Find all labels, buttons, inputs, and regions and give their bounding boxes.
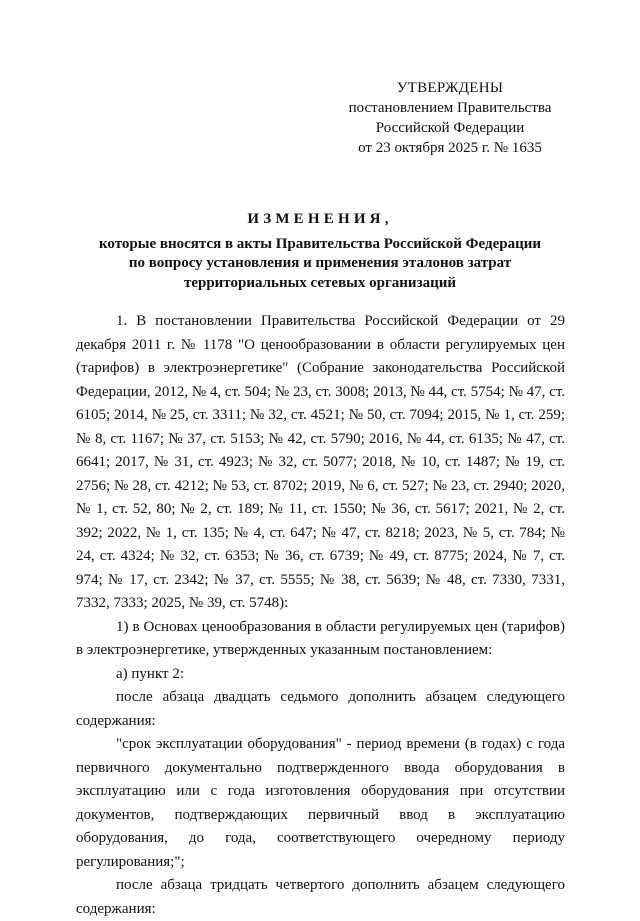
title-sub-2: по вопросу установления и применения эталонов затрат [128, 255, 512, 271]
paragraph-6: после абзаца тридцать четвертого дополнить абзацем следующего содержания: [76, 877, 565, 917]
approval-line-2: Российской Федерации [375, 120, 525, 136]
paragraph-4: после абзаца двадцать седьмого дополнить абзацем следующего содержания: [76, 689, 565, 729]
approval-line-3: от 23 октября 2025 г. № 1635 [358, 140, 542, 156]
approval-line-1: постановлением Правительства [348, 100, 552, 116]
title-main: ИЗМЕНЕНИЯ, [247, 211, 393, 227]
document-title [60, 210, 580, 293]
paragraph-1: 1. В постановлении Правительства Российской Федерации от 29 декабря 2011 г. № 1178 "О ценообразовании в области регулируемых цен (тарифов) в электроэнергетике" (Собрание законодательства Российской Федерации, 2012, № 4, ст. 504; № 23, ст. 3008; 2013, № 44, ст. 5754; № 47, ст. 6105; 2014, № 25, ст. 3311; № 32, ст. 4521; № 50, ст. 7094; 2015, № 1, ст. 259; № 8, ст. 1167; № 37, ст. 5153; № 42, ст. 5790; 2016, № 44, ст. 6135; № 47, ст. 6641; 2017, № 31, ст. 4923; № 32, ст. 5077; 2018, № 10, ст. 1487; № 19, ст. 2756; № 28, ст. 4212; № 53, ст. 8702; 2019, № 6, ст. 527; № 23, ст. 2940; 2020, № 1, ст. 52, 80; № 2, ст. 189; № 11, ст. 1550; № 36, ст. 5617; 2021, № 2, ст. 392; 2022, № 1, ст. 135; № 4, ст. 647; № 47, ст. 8218; 2023, № 5, ст. 784; № 24, ст. 4324; № 32, ст. 6353; № 36, ст. 6739; № 49, ст. 8775; 2024, № 7, ст. 974; № 17, ст. 2342; № 37, ст. 5555; № 38, ст. 5639; № 48, ст. 7330, 7331, 7332, 7333; 2025, № 39, ст. 5748): [76, 313, 565, 611]
approval-stamp [330, 78, 570, 158]
document-body [76, 310, 565, 921]
approval-heading: УТВЕРЖДЕНЫ [396, 80, 504, 96]
title-sub-3: территориальных сетевых организаций [183, 274, 457, 291]
paragraph-3: а) пункт 2: [116, 665, 185, 682]
paragraph-5: "срок эксплуатации оборудования" - период времени (в годах) с года первичного документально подтвержденного ввода оборудования в эксплуатацию или с года изготовления оборудования при отсутствии документов, подтверждающих первичный ввод в эксплуатацию оборудования, до года, соответствующего очередному периоду регулирования;"; [76, 736, 565, 870]
paragraph-2: 1) в Основах ценообразования в области регулируемых цен (тарифов) в электроэнергетике, утвержденных указанным постановлением: [76, 618, 565, 658]
title-sub-1: которые вносятся в акты Правительства Российской Федерации [98, 235, 542, 252]
